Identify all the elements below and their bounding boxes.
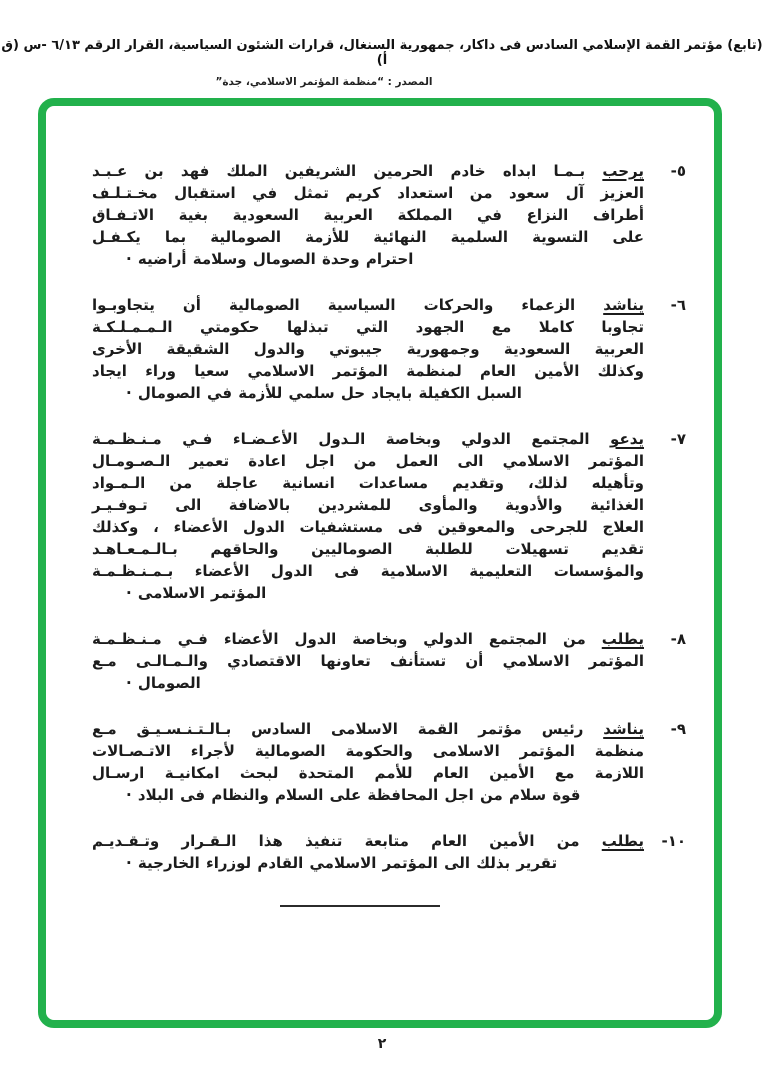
text-line: العلاج للجرحى والمعوقين فى مستشفيات الدول الأعضاء ، وكذلك [92, 518, 644, 536]
text-line: منظمة المؤتمر الاسلامى والحكومة الصومالية لأجراء الاتـصـالات [92, 742, 644, 760]
lead-word: يرحب [602, 162, 644, 180]
text-line: المؤتمر الاسلامى · [126, 584, 267, 602]
text-line: السبل الكفيلة بايجاد حل سلمي للأزمة في الصومال · [126, 384, 522, 402]
item-text [92, 830, 644, 874]
item-number: ٧- [670, 430, 686, 448]
text-line: يدعو المجتمع الدولي وبخاصة الـدول الأعـضـاء فـي مـنـظـمـة [92, 430, 644, 448]
text-line: الغذائية والأدوية والمأوى للمشردين بالاضافة الى تـوفـيـر [92, 496, 644, 514]
text-line: يناشد رئيس مؤتمر القمة الاسلامى السادس بـالـتـنـسـيـق مـع [92, 720, 644, 738]
divider-line [280, 905, 440, 907]
lead-word: يناشد [603, 296, 644, 314]
text-line: وتأهيله لذلك، وتقديم مساعدات انسانية عاجلة من الـمـواد [92, 474, 644, 492]
page-number: ٢ [377, 1036, 387, 1052]
header-line-1: (تابع) مؤتمر القمة الإسلامي السادس فى داكار، جمهورية السنغال، قرارات الشئون السياسية، القرار الرقم ٦/١٣ -س (ق أ) [1, 38, 763, 68]
resolution-item [92, 718, 686, 806]
text-line: العزيز آل سعود من استعداد كريم تمثل في استقبال مخـتـلـف [92, 184, 644, 202]
text-line: تجاوبا كاملا مع الجهود التي تبذلها حكومتي الـمـمـلـكـة [92, 318, 644, 336]
item-number: ٦- [670, 296, 686, 314]
item-number: ٥- [670, 162, 686, 180]
resolution-item [92, 160, 686, 270]
item-text [92, 718, 644, 806]
text-line: الصومال · [126, 674, 201, 692]
lead-word: يطلب [601, 630, 644, 648]
text-line: على التسوية السلمية النهائية للأزمة الصومالية بما يكـفـل [92, 228, 644, 246]
lead-word: يدعو [610, 430, 644, 448]
text-line: أطراف النزاع في المملكة العربية السعودية بغية الاتـفـاق [92, 206, 644, 224]
item-text [92, 428, 644, 604]
item-number: ٩- [670, 720, 686, 738]
item-number: ١٠- [661, 832, 686, 850]
text-line: المؤتمر الاسلامي الى العمل من اجل اعادة تعمير الـصـومـال [92, 452, 644, 470]
text-line: وكذلك الأمين العام لمنظمة المؤتمر الاسلامي سعيا وراء ايجاد [92, 362, 644, 380]
text-line: المؤتمر الاسلامي أن تستأنف تعاونها الاقتصادي والـمـالـى مـع [92, 652, 644, 670]
lead-word: يناشد [603, 720, 644, 738]
text-line: تقديم تسهيلات للطلبة الصوماليين والحاقهم بـالـمـعـاهـد [92, 540, 644, 558]
resolution-item [92, 294, 686, 404]
resolution-item [92, 830, 686, 874]
text-line: اللازمة مع الأمين العام للأمم المتحدة لبحث امكانيـة ارسـال [92, 764, 644, 782]
text-line: احترام وحدة الصومال وسلامة أراضيه · [126, 250, 414, 268]
text-line: يرحب بـمـا ابداه خادم الحرمين الشريفين الملك فهد بن عـبـد [92, 162, 644, 180]
item-number: ٨- [670, 630, 686, 648]
item-text [92, 294, 644, 404]
resolution-item [92, 628, 686, 694]
item-text [92, 160, 644, 270]
text-line: يطلب من المجتمع الدولي وبخاصة الدول الأعضاء فـي مـنـظـمـة [92, 630, 644, 648]
resolution-item [92, 428, 686, 604]
text-line: تقرير بذلك الى المؤتمر الاسلامي القادم لوزراء الخارجية · [126, 854, 558, 872]
item-text [92, 628, 644, 694]
text-line: قوة سلام من اجل المحافظة على السلام والنظام فى البلاد · [126, 786, 581, 804]
header-line-2: المصدر : “منظمة المؤتمر الاسلامي، جدة” [215, 76, 433, 88]
text-line: يناشد الزعماء والحركات السياسية الصومالية أن يتجاوبـوا [92, 296, 644, 314]
text-line: يطلب من الأمين العام متابعة تنفيذ هذا الـقـرار وتـقـديـم [92, 832, 644, 850]
green-frame [38, 98, 722, 1028]
resolution-list [46, 106, 714, 874]
lead-word: يطلب [601, 832, 644, 850]
text-line: العربية السعودية وجمهورية جيبوتي والدول الشقيقة الأخرى [92, 340, 644, 358]
text-line: والمؤسسات التعليمية الاسلامية فى الدول الأعضاء بـمـنـظـمـة [92, 562, 644, 580]
